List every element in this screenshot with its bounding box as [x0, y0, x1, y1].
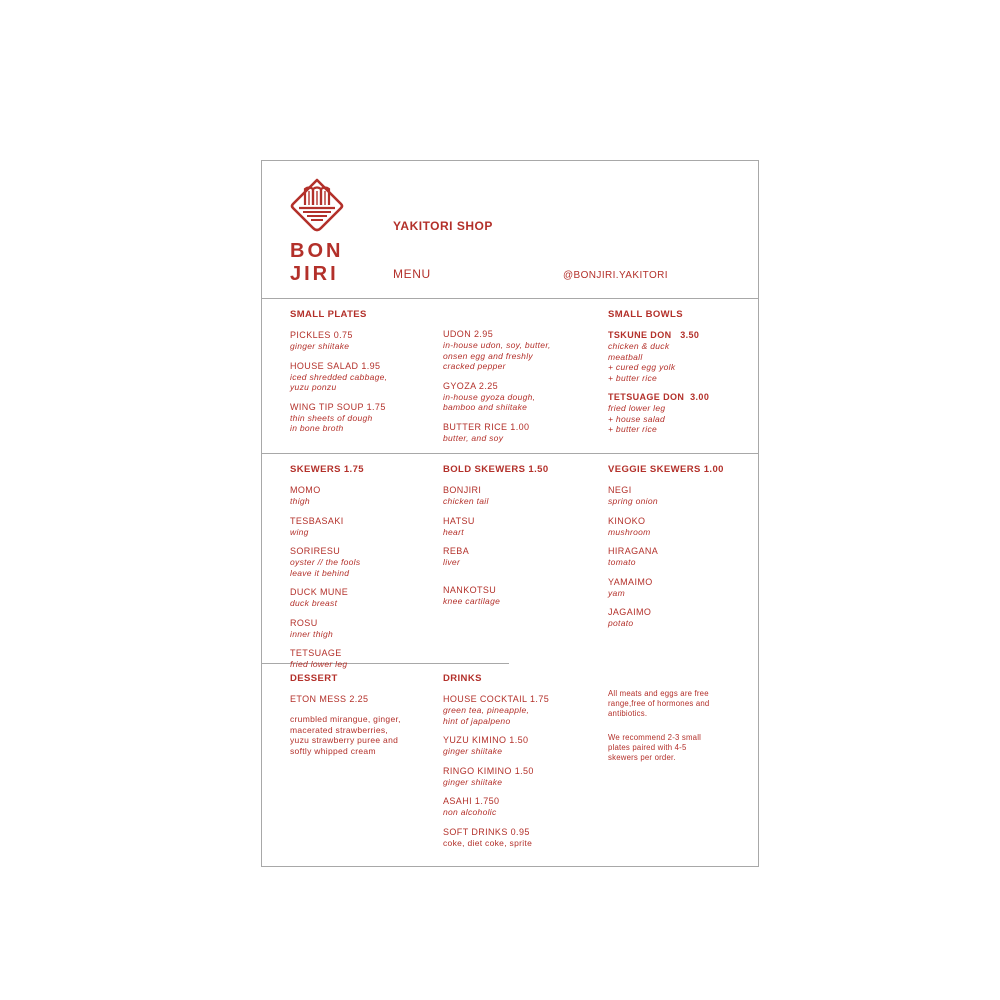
item-description: thigh: [290, 496, 310, 506]
item-name: SORIRESU: [290, 546, 341, 556]
menu-item: [443, 546, 603, 568]
item-name: ETON MESS 2.25: [290, 694, 369, 704]
menu-item: [443, 329, 593, 372]
dessert-section: [290, 673, 430, 756]
item-name: HIRAGANA: [608, 546, 659, 556]
menu-item: [608, 577, 748, 599]
menu-item: [608, 330, 748, 383]
section-title: SKEWERS 1.75: [290, 464, 364, 475]
item-name: HOUSE SALAD 1.95: [290, 360, 381, 371]
item-name: ASAHI 1.750: [443, 796, 500, 806]
logo-text-line1: BON: [290, 240, 344, 262]
item-description: thin sheets of dough in bone broth: [290, 412, 373, 433]
section-title: VEGGIE SKEWERS 1.00: [608, 464, 724, 475]
bold-skewers-section: [443, 464, 603, 606]
menu-item: [290, 618, 450, 640]
item-description: non alcoholic: [443, 807, 497, 817]
menu-item: [443, 585, 603, 607]
item-name: GYOZA 2.25: [443, 380, 499, 391]
item-description: in-house gyoza dough, bamboo and shiitake: [443, 391, 536, 412]
notes-section: [608, 689, 748, 763]
item-description: butter, and soy: [443, 432, 504, 443]
item-name: WING TIP SOUP 1.75: [290, 401, 386, 412]
menu-item: [290, 361, 450, 393]
shop-title: YAKITORI SHOP: [393, 219, 493, 233]
sourcing-note: All meats and eggs are free range,free of hormones and antibiotics.: [608, 689, 710, 718]
item-name: HATSU: [443, 515, 475, 526]
item-description: oyster // the fools leave it behind: [290, 557, 361, 578]
menu-item: [443, 796, 603, 818]
menu-item: [443, 422, 593, 444]
menu-item: [290, 694, 430, 756]
menu-item: [290, 546, 450, 578]
section-title: DRINKS: [443, 673, 482, 684]
menu-item: [443, 381, 593, 413]
item-name: TESBASAKI: [290, 515, 344, 526]
item-name: TETSUAGE DON 3.00: [608, 392, 710, 402]
item-description: ginger shiitake: [443, 776, 503, 787]
item-name: YUZU KIMINO 1.50: [443, 735, 529, 745]
menu-item: [608, 392, 748, 435]
recommendation-note: We recommend 2-3 small plates paired with 4-5 skewers per order.: [608, 733, 702, 762]
menu-item: [443, 735, 603, 757]
item-name: RINGO KIMINO 1.50: [443, 765, 534, 776]
middle-plates-section: [443, 325, 593, 443]
small-bowls-section: [608, 309, 748, 435]
menu-item: [608, 546, 748, 568]
item-description: ginger shiitake: [443, 746, 503, 756]
item-name: HOUSE COCKTAIL 1.75: [443, 694, 550, 704]
item-name: NANKOTSU: [443, 584, 497, 595]
item-description: in-house udon, soy, butter, onsen egg and freshly cracked pepper: [443, 340, 551, 371]
header-divider: [262, 298, 758, 299]
item-description: heart: [443, 526, 464, 537]
item-description: tomato: [608, 557, 636, 567]
logo-text-line2: JIRI: [290, 263, 339, 285]
item-name: BONJIRI: [443, 485, 482, 495]
item-name: YAMAIMO: [608, 576, 653, 587]
menu-item: [290, 648, 450, 670]
menu-item: [443, 694, 603, 726]
menu-item: [443, 827, 603, 849]
section-title: SMALL PLATES: [290, 309, 367, 320]
item-description: green tea, pineapple, hint of japalpeno: [443, 705, 530, 726]
drinks-section: [443, 673, 603, 848]
section-title: DESSERT: [290, 673, 338, 684]
item-description: yam: [608, 587, 625, 598]
item-description: liver: [443, 557, 461, 567]
item-name: KINOKO: [608, 515, 646, 526]
section-divider-1: [262, 453, 758, 454]
menu-item: [290, 330, 450, 352]
item-description: wing: [290, 526, 309, 537]
item-description: potato: [608, 618, 634, 628]
item-name: TETSUAGE: [290, 648, 342, 658]
item-description: chicken & duck meatball + cured egg yolk + butter rice: [608, 341, 676, 383]
item-name: UDON 2.95: [443, 329, 494, 339]
menu-item: [290, 402, 450, 434]
menu-item: [443, 485, 603, 507]
item-name: ROSU: [290, 617, 318, 628]
item-description: spring onion: [608, 496, 658, 506]
item-description: duck breast: [290, 598, 338, 608]
item-description: knee cartilage: [443, 595, 501, 606]
item-description: iced shredded cabbage, yuzu ponzu: [290, 371, 388, 392]
item-description: crumbled mirangue, ginger, macerated strawberries, yuzu strawberry puree and softly whipped cream: [290, 714, 401, 756]
item-name: REBA: [443, 546, 470, 556]
item-name: JAGAIMO: [608, 607, 652, 617]
item-description: ginger shiitake: [290, 341, 350, 351]
menu-item: [290, 587, 450, 609]
menu-label: MENU: [393, 267, 431, 281]
item-name: BUTTER RICE 1.00: [443, 421, 530, 432]
small-plates-section: [290, 309, 450, 434]
item-name: NEGI: [608, 485, 632, 495]
menu-item: [608, 607, 748, 629]
item-name: MOMO: [290, 485, 321, 495]
section-title: BOLD SKEWERS 1.50: [443, 464, 549, 475]
skewers-section: [290, 464, 450, 670]
item-description: fried lower leg: [290, 659, 348, 669]
section-title: SMALL BOWLS: [608, 309, 683, 320]
menu-item: [443, 516, 603, 538]
menu-item: [608, 485, 748, 507]
item-name: SOFT DRINKS 0.95: [443, 826, 530, 837]
instagram-handle: @BONJIRI.YAKITORI: [563, 270, 668, 281]
item-description: mushroom: [608, 526, 651, 537]
veggie-skewers-section: [608, 464, 748, 629]
item-name: PICKLES 0.75: [290, 330, 353, 340]
item-name: DUCK MUNE: [290, 587, 349, 597]
bonjiri-logo-icon: [289, 177, 345, 233]
menu-item: [290, 516, 450, 538]
item-description: fried lower leg + house salad + butter rice: [608, 403, 666, 434]
item-description: chicken tail: [443, 496, 489, 506]
item-name: TSKUNE DON 3.50: [608, 330, 700, 340]
item-description: coke, diet coke, sprite: [443, 837, 533, 848]
menu-item: [443, 766, 603, 788]
menu-item: [290, 485, 450, 507]
menu-item: [608, 516, 748, 538]
item-description: inner thigh: [290, 628, 333, 639]
